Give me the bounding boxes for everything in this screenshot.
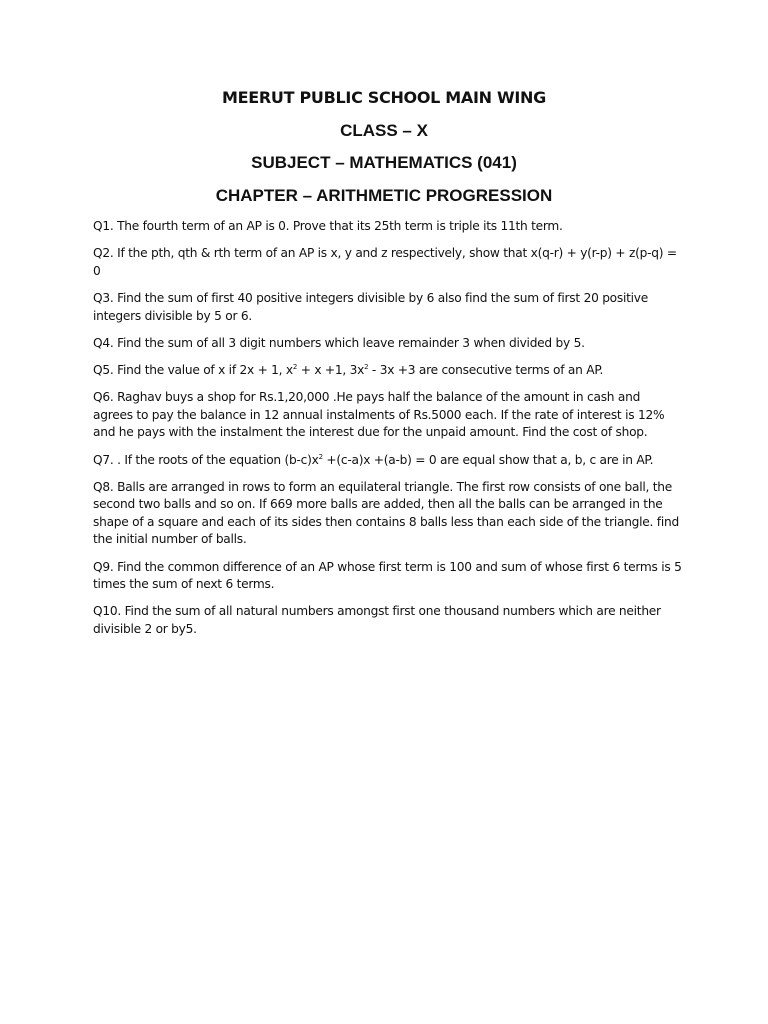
question-2: Q2. If the pth, qth & rth term of an AP is x, y and z respectively, show that x(q-r) + y(r-p) + z(p-q) = 0	[93, 246, 677, 278]
question-7	[93, 452, 683, 470]
question-8: Q8. Balls are arranged in rows to form an equilateral triangle. The first row consists of one ball, the second two balls and so on. If 669 more balls are added, then all the balls can be arranged in the shape of a square and each of its sides then contains 8 balls less than each side of the triangle. find the initial number of balls.	[93, 479, 679, 547]
document-header	[0, 88, 768, 218]
question-5-part-1: Q5. Find the value of x if 2x + 1, x	[93, 362, 293, 377]
question-list	[93, 218, 683, 648]
subject-title: SUBJECT – MATHEMATICS (041)	[251, 153, 517, 172]
question-4: Q4. Find the sum of all 3 digit numbers which leave remainder 3 when divided by 5.	[93, 335, 585, 350]
class-title: CLASS – X	[340, 120, 428, 140]
question-9: Q9. Find the common difference of an AP whose first term is 100 and sum of whose first 6 terms is 5 times the sum of next 6 terms.	[93, 559, 682, 592]
question-5-part-3: - 3x +3 are consecutive terms of an AP.	[368, 362, 604, 377]
school-name: MEERUT PUBLIC SCHOOL MAIN WING	[222, 88, 546, 107]
chapter-title: CHAPTER – ARITHMETIC PROGRESSION	[215, 185, 553, 205]
question-3: Q3. Find the sum of first 40 positive integers divisible by 6 also find the sum of first 20 positive integers divisible by 5 or 6.	[93, 290, 649, 323]
question-7-exponent: 2	[318, 452, 323, 461]
question-5-exponent-2: 2	[364, 362, 369, 371]
question-1: Q1. The fourth term of an AP is 0. Prove that its 25th term is triple its 11th term.	[93, 219, 563, 233]
question-6: Q6. Raghav buys a shop for Rs.1,20,000 .He pays half the balance of the amount in cash and agrees to pay the balance in 12 annual instalments of Rs.5000 each. If the rate of interest is 12% and he pays with the instalment the interest due for the unpaid amount. Find the cost of shop.	[93, 390, 665, 440]
question-7-part-2: +(c-a)x +(a-b) = 0 are equal show that a, b, c are in AP.	[322, 452, 654, 467]
question-5	[93, 362, 683, 380]
question-7-part-1: Q7. . If the roots of the equation (b-c)x	[93, 452, 319, 467]
question-10: Q10. Find the sum of all natural numbers amongst first one thousand numbers which are neither divisible 2 or by5.	[93, 604, 661, 637]
question-5-exponent-1: 2	[292, 362, 298, 371]
question-5-part-2: + x +1, 3x	[297, 362, 365, 377]
